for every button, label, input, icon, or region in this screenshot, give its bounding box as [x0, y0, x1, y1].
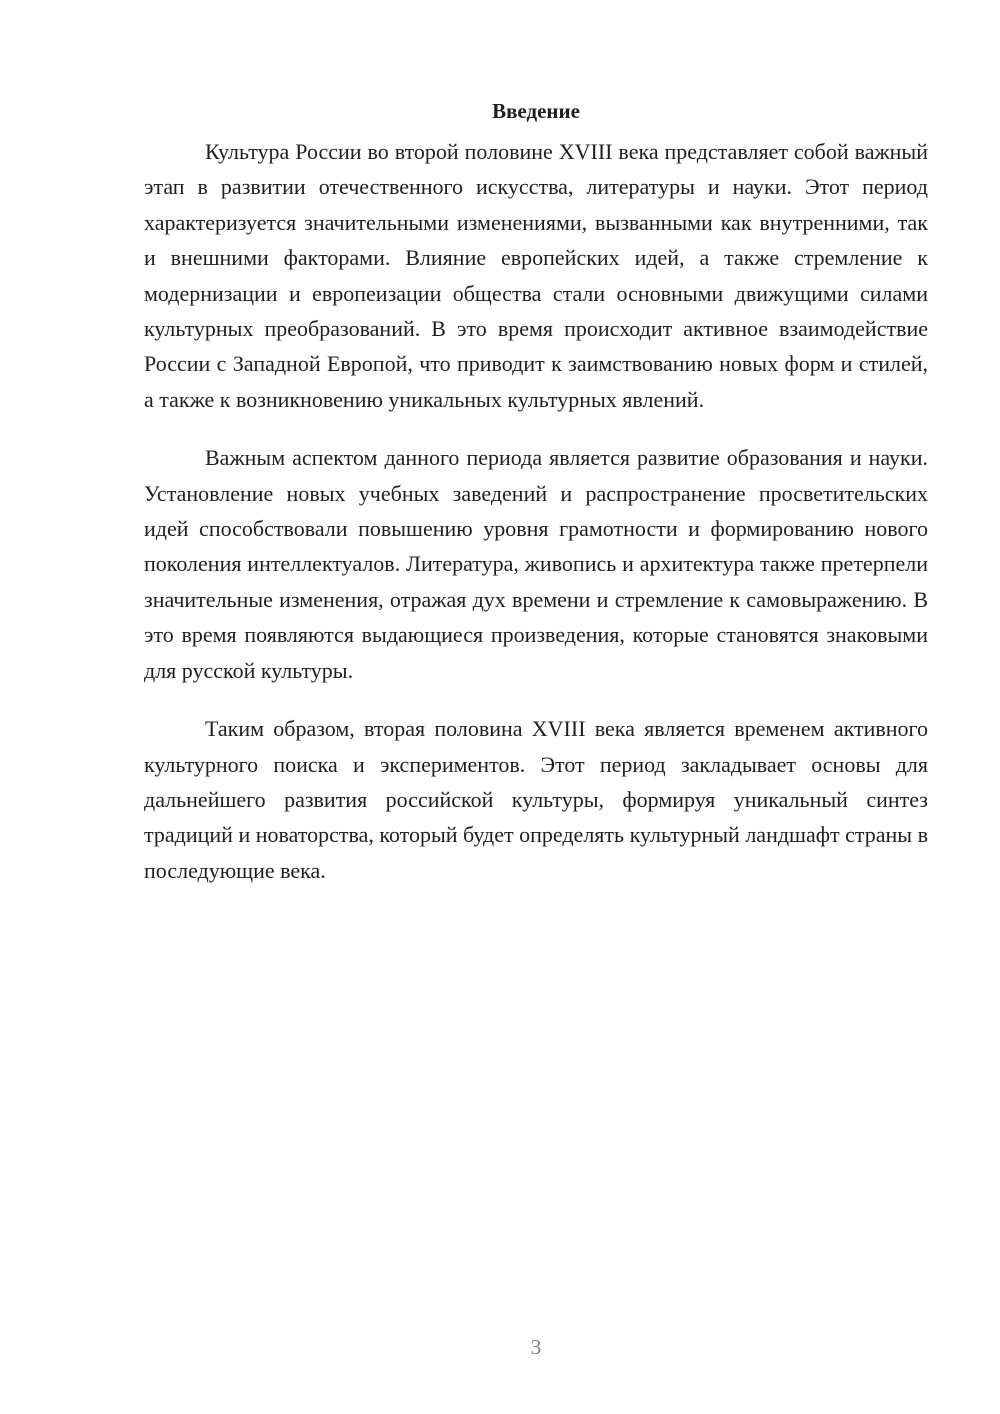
paragraph-3: Таким образом, вторая половина XVIII века является временем активного культурного поиска и экспериментов. Этот период закладывает основы для дальнейшего развития российской культуры, формируя уникальный синтез традиций и новаторства, который будет определять культурный ландшафт страны в последующие века. — [144, 716, 928, 883]
page-number: 3 — [530, 1335, 542, 1359]
paragraph-2: Важным аспектом данного периода является развитие образования и науки. Установление новых учебных заведений и распространение просветительских идей способствовали повышению уровня грамотности и формированию нового поколения интеллектуалов. Литература, живопись и архитектура также претерпели значительные изменения, отражая дух времени и стремление к самовыражению. В это время появляются выдающиеся произведения, которые становятся знаковыми для русской культуры. — [144, 445, 928, 683]
document-body — [144, 97, 928, 911]
section-heading: Введение — [492, 99, 580, 123]
paragraph-1: Культура России во второй половине XVIII века представляет собой важный этап в развитии отечественного искусства, литературы и науки. Этот период характеризуется значительными изменениями, вызванными как внутренними, так и внешними факторами. Влияние европейских идей, а также стремление к модернизации и европеизации общества стали основными движущими силами культурных преобразований. В это время происходит активное взаимодействие России с Западной Европой, что приводит к заимствованию новых форм и стилей, а также к возникновению уникальных культурных явлений. — [144, 139, 928, 412]
